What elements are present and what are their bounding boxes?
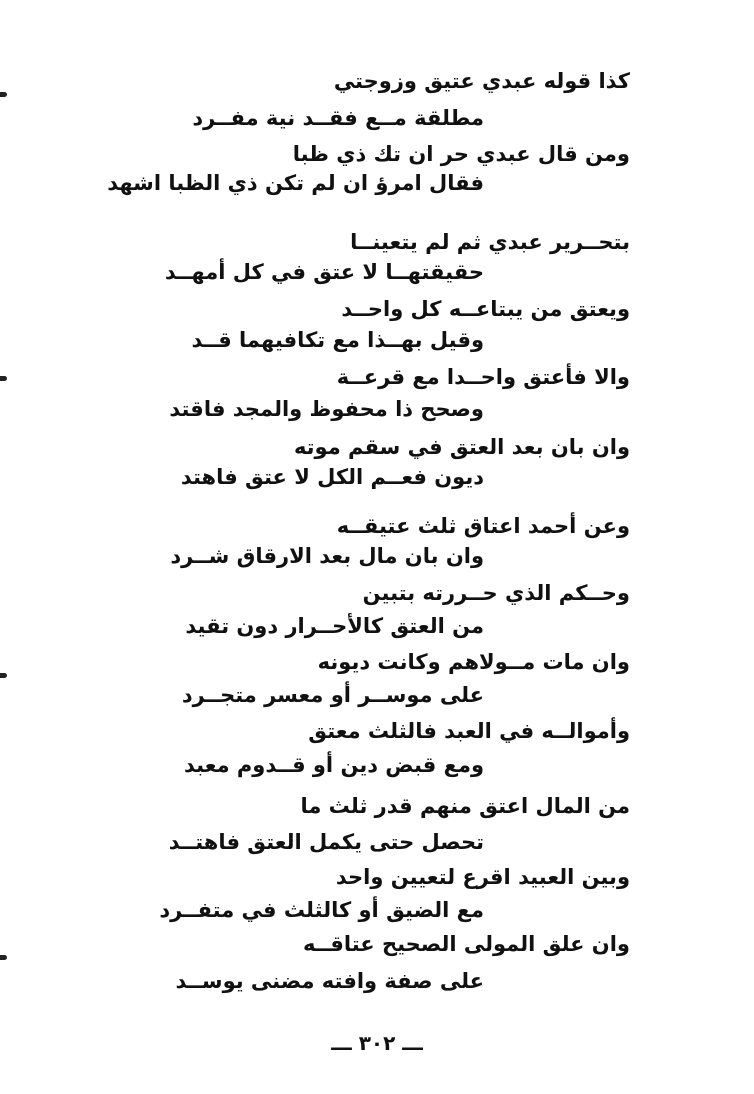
- verse-line-15: وحــكم الذي حــررته بتبين: [362, 581, 630, 605]
- verse-line-16: من العتق كالأحــرار دون تقيد: [185, 614, 484, 638]
- scan-edge-mark: [0, 92, 7, 97]
- verse-line-12: ديون فعــم الكل لا عتق فاهتد: [180, 465, 484, 489]
- verse-line-7: ويعتق من يبتاعــه كل واحــد: [341, 297, 630, 321]
- verse-line-9: والا فأعتق واحــدا مع قرعــة: [336, 365, 630, 389]
- scan-edge-mark: [0, 673, 7, 678]
- verse-line-10: وصحح ذا محفوظ والمجد فاقتد: [169, 397, 484, 421]
- verse-line-4: فقال امرؤ ان لم تكن ذي الظبا اشهد: [107, 171, 484, 195]
- verse-line-25: وان علق المولى الصحيح عتاقــه: [303, 932, 630, 956]
- verse-line-8: وقيل بهــذا مع تكافيهما قــد: [191, 328, 484, 352]
- verse-line-19: وأموالــه في العبد فالثلث معتق: [308, 719, 630, 743]
- verse-line-13: وعن أحمد اعتاق ثلث عتيقــه: [336, 514, 630, 538]
- verse-line-21: من المال اعتق منهم قدر ثلث ما: [300, 794, 630, 818]
- verse-line-17: وان مات مــولاهم وكانت ديونه: [317, 650, 630, 674]
- verse-line-11: وان بان بعد العتق في سقم موته: [293, 435, 630, 459]
- verse-line-14: وان بان مال بعد الارقاق شــرد: [170, 544, 484, 568]
- scan-edge-mark: [0, 955, 7, 960]
- page-number: ـــ ٣٠٢ ـــ: [331, 1031, 423, 1055]
- verse-line-18: على موســر أو معسر متجــرد: [181, 683, 484, 707]
- scan-edge-mark: [0, 376, 7, 381]
- verse-line-2: مطلقة مــع فقــد نية مفــرد: [192, 106, 484, 130]
- verse-line-6: حقيقتهــا لا عتق في كل أمهــد: [164, 260, 484, 284]
- verse-line-5: بتحــرير عبدي ثم لم يتعينــا: [350, 230, 630, 254]
- verse-line-3: ومن قال عبدي حر ان تك ذي ظبا: [292, 142, 630, 166]
- verse-line-26: على صفة وافته مضنى يوســد: [175, 969, 484, 993]
- verse-line-1: كذا قوله عبدي عتيق وزوجتي: [333, 69, 630, 93]
- verse-line-23: وبين العبيد اقرع لتعيين واحد: [335, 865, 630, 889]
- verse-line-20: ومع قبض دين أو قــدوم معبد: [184, 753, 484, 777]
- verse-line-24: مع الضيق أو كالثلث في متفــرد: [159, 898, 484, 922]
- verse-line-22: تحصل حتى يكمل العتق فاهتــد: [168, 830, 484, 854]
